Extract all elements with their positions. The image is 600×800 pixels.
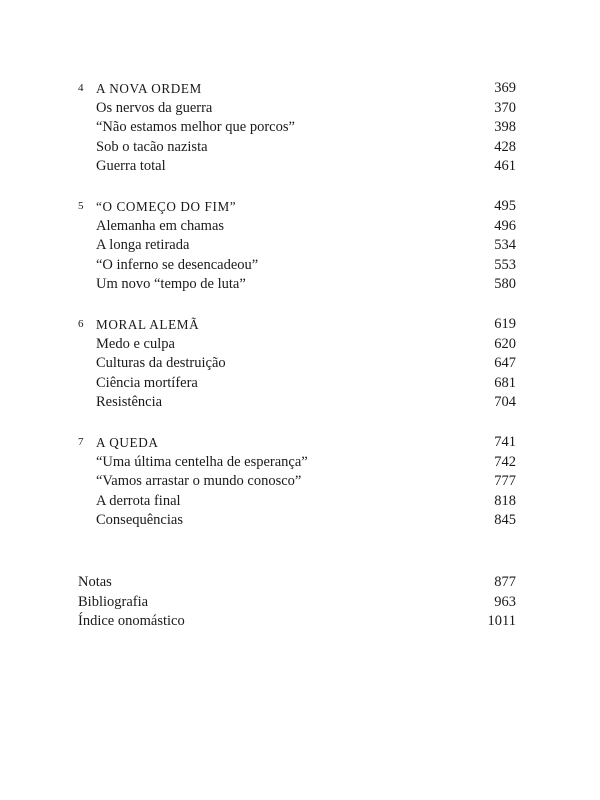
section-entry xyxy=(78,374,516,394)
section-title: A longa retirada xyxy=(96,237,190,254)
section-title: Sob o tacão nazista xyxy=(96,138,208,155)
section-title: “Não estamos melhor que porcos” xyxy=(96,119,295,136)
section-entry xyxy=(78,157,516,177)
chapter-title: MORAL ALEMÃ xyxy=(96,316,200,332)
section-title: Guerra total xyxy=(96,158,166,175)
section-page: 818 xyxy=(494,492,516,509)
back-matter-title: Bibliografia xyxy=(78,593,149,610)
section-entry xyxy=(78,335,516,355)
chapter-title: “O COMEÇO DO FIM” xyxy=(96,198,237,214)
table-of-contents xyxy=(78,79,516,551)
chapter-7 xyxy=(78,433,516,531)
chapter-heading xyxy=(78,315,516,335)
chapter-title: A NOVA ORDEM xyxy=(96,81,202,96)
section-title: Os nervos da guerra xyxy=(96,99,213,116)
section-entry xyxy=(78,217,516,237)
section-entry xyxy=(78,472,516,492)
section-title: A derrota final xyxy=(96,492,181,509)
chapter-number: 4 xyxy=(78,82,84,94)
section-entry xyxy=(78,256,516,276)
section-page: 681 xyxy=(494,374,516,391)
section-page: 845 xyxy=(494,512,516,529)
section-page: 398 xyxy=(494,119,516,136)
section-page: 704 xyxy=(494,394,516,411)
section-entry xyxy=(78,492,516,512)
section-title: Resistência xyxy=(96,394,163,411)
chapter-heading xyxy=(78,79,516,99)
section-entry xyxy=(78,511,516,531)
back-matter xyxy=(78,573,516,632)
section-title: Alemanha em chamas xyxy=(96,217,225,234)
back-matter-entry xyxy=(78,593,516,613)
section-title: Consequências xyxy=(96,512,183,529)
section-entry xyxy=(78,354,516,374)
back-matter-title: Índice onomástico xyxy=(78,613,185,630)
section-title: Culturas da destruição xyxy=(96,355,226,372)
section-page: 534 xyxy=(494,237,516,254)
back-matter-entry xyxy=(78,612,516,632)
chapter-heading xyxy=(78,197,516,217)
section-page: 777 xyxy=(494,473,516,490)
section-title: Ciência mortífera xyxy=(96,374,198,391)
back-matter-title: Notas xyxy=(78,574,112,590)
chapter-4 xyxy=(78,79,516,177)
section-entry xyxy=(78,453,516,473)
section-page: 620 xyxy=(494,335,516,352)
section-entry xyxy=(78,99,516,119)
section-page: 496 xyxy=(494,217,516,234)
back-matter-page: 877 xyxy=(494,574,516,590)
section-page: 461 xyxy=(494,158,516,175)
section-entry xyxy=(78,393,516,413)
back-matter-page: 1011 xyxy=(487,613,516,630)
chapter-title: A QUEDA xyxy=(96,434,159,450)
section-page: 428 xyxy=(494,138,516,155)
chapter-page: 495 xyxy=(494,197,516,214)
section-title: “Uma última centelha de esperança” xyxy=(96,453,308,470)
section-page: 580 xyxy=(494,276,516,293)
section-title: Medo e culpa xyxy=(96,335,175,352)
chapter-page: 619 xyxy=(494,315,516,332)
section-page: 370 xyxy=(494,99,516,116)
section-page: 647 xyxy=(494,355,516,372)
chapter-page: 369 xyxy=(494,80,516,96)
section-title: “O inferno se desencadeou” xyxy=(96,256,259,273)
chapter-6 xyxy=(78,315,516,413)
chapter-page: 741 xyxy=(494,433,516,450)
section-entry xyxy=(78,275,516,295)
section-entry xyxy=(78,118,516,138)
chapter-number: 6 xyxy=(78,317,84,330)
section-entry xyxy=(78,236,516,256)
chapter-number: 5 xyxy=(78,199,84,212)
back-matter-page: 963 xyxy=(494,593,516,610)
section-page: 742 xyxy=(494,453,516,470)
section-entry xyxy=(78,138,516,158)
section-title: “Vamos arrastar o mundo conosco” xyxy=(96,473,302,490)
chapter-heading xyxy=(78,433,516,453)
section-page: 553 xyxy=(494,256,516,273)
section-title: Um novo “tempo de luta” xyxy=(96,276,246,293)
chapter-number: 7 xyxy=(78,435,84,448)
back-matter-entry xyxy=(78,573,516,593)
chapter-5 xyxy=(78,197,516,295)
